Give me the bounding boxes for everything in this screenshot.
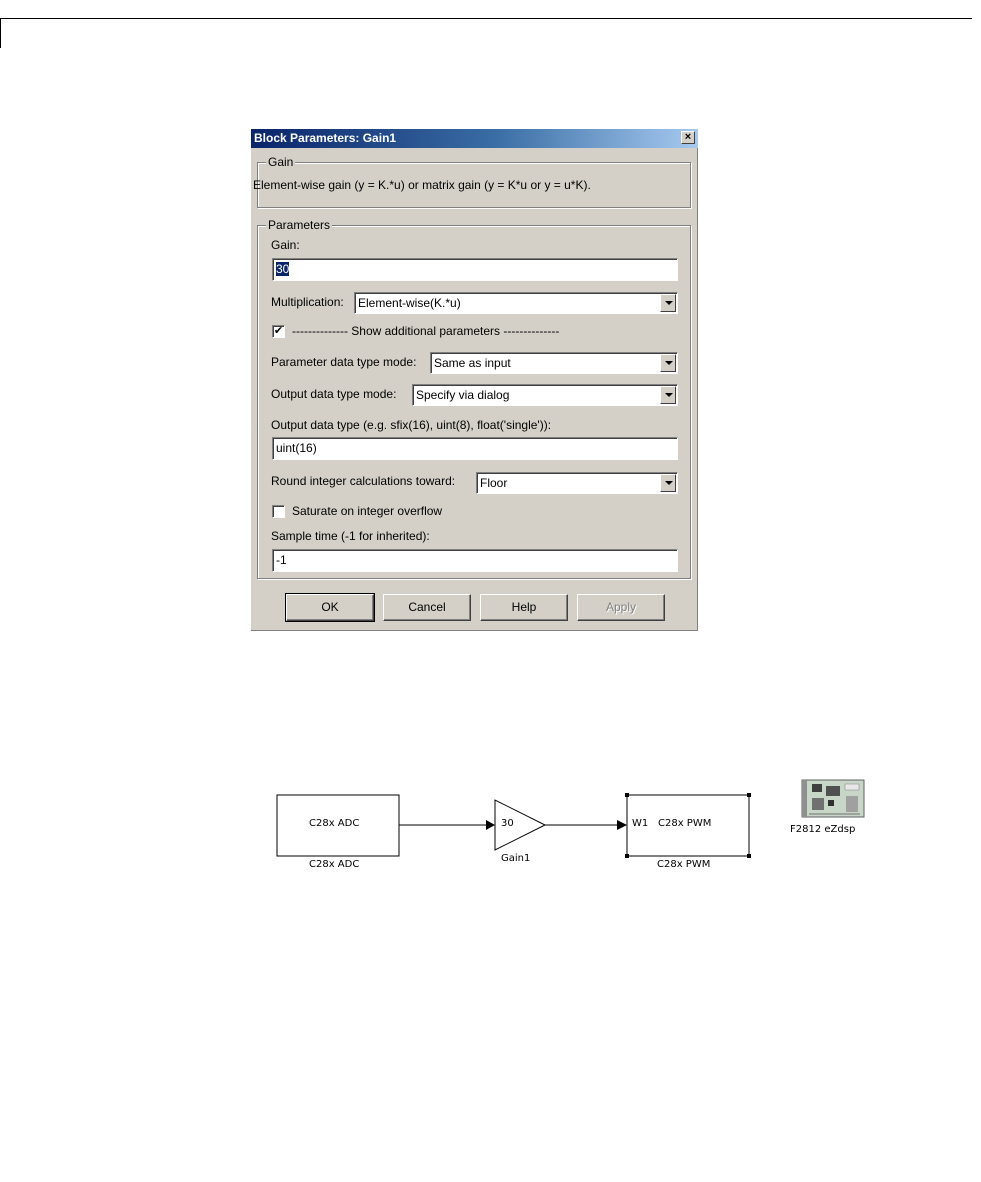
close-icon[interactable]: × xyxy=(681,131,695,144)
help-button[interactable]: Help xyxy=(480,594,568,621)
selection-handle[interactable] xyxy=(625,793,629,797)
arrow-head-icon xyxy=(617,820,627,830)
round-label: Round integer calculations toward: xyxy=(271,474,456,488)
dialog-title: Block Parameters: Gain1 xyxy=(254,131,397,145)
selection-handle[interactable] xyxy=(747,854,751,858)
gain-label: Gain: xyxy=(271,238,300,252)
output-dtype-mode-value: Specify via dialog xyxy=(416,388,510,402)
pwm-port-label: W1 xyxy=(632,818,649,829)
show-additional-checkbox[interactable]: ✔ xyxy=(273,325,284,337)
pwm-block-caption: C28x PWM xyxy=(657,859,711,870)
show-additional-label: -------------- Show additional parameters -------------- xyxy=(292,324,560,338)
gain-group-legend: Gain xyxy=(268,155,294,169)
multiplication-value: Element-wise(K.*u) xyxy=(358,296,461,310)
param-dtype-mode-label: Parameter data type mode: xyxy=(271,355,417,369)
gain-block-value: 30 xyxy=(501,818,514,829)
adc-block-caption: C28x ADC xyxy=(309,859,360,870)
saturate-label: Saturate on integer overflow xyxy=(292,504,443,518)
ezdsp-caption: F2812 eZdsp xyxy=(790,824,856,835)
arrow-head-icon xyxy=(486,820,495,830)
parameters-group-legend: Parameters xyxy=(268,218,331,232)
gain-block-caption: Gain1 xyxy=(501,853,531,864)
selection-handle[interactable] xyxy=(747,793,751,797)
round-value: Floor xyxy=(480,476,508,490)
pwm-block-label: C28x PWM xyxy=(658,818,712,829)
adc-block-label: C28x ADC xyxy=(309,818,360,829)
gain-description: Element-wise gain (y = K.*u) or matrix gain (y = K*u or y = u*K). xyxy=(253,178,591,192)
output-dtype-mode-label: Output data type mode: xyxy=(271,387,397,401)
multiplication-label: Multiplication: xyxy=(271,295,344,309)
sample-time-value: -1 xyxy=(276,553,287,567)
ok-button[interactable]: OK xyxy=(286,594,374,621)
apply-button[interactable]: Apply xyxy=(577,594,665,621)
ezdsp-board-icon[interactable] xyxy=(802,780,864,817)
output-dtype-label: Output data type (e.g. sfix(16), uint(8), float('single')): xyxy=(271,418,552,432)
gain-input-value: 30 xyxy=(276,262,290,276)
param-dtype-mode-value: Same as input xyxy=(434,356,511,370)
sample-time-label: Sample time (-1 for inherited): xyxy=(271,529,430,543)
output-dtype-value: uint(16) xyxy=(276,441,317,455)
cancel-button[interactable]: Cancel xyxy=(383,594,471,621)
selection-handle[interactable] xyxy=(625,854,629,858)
